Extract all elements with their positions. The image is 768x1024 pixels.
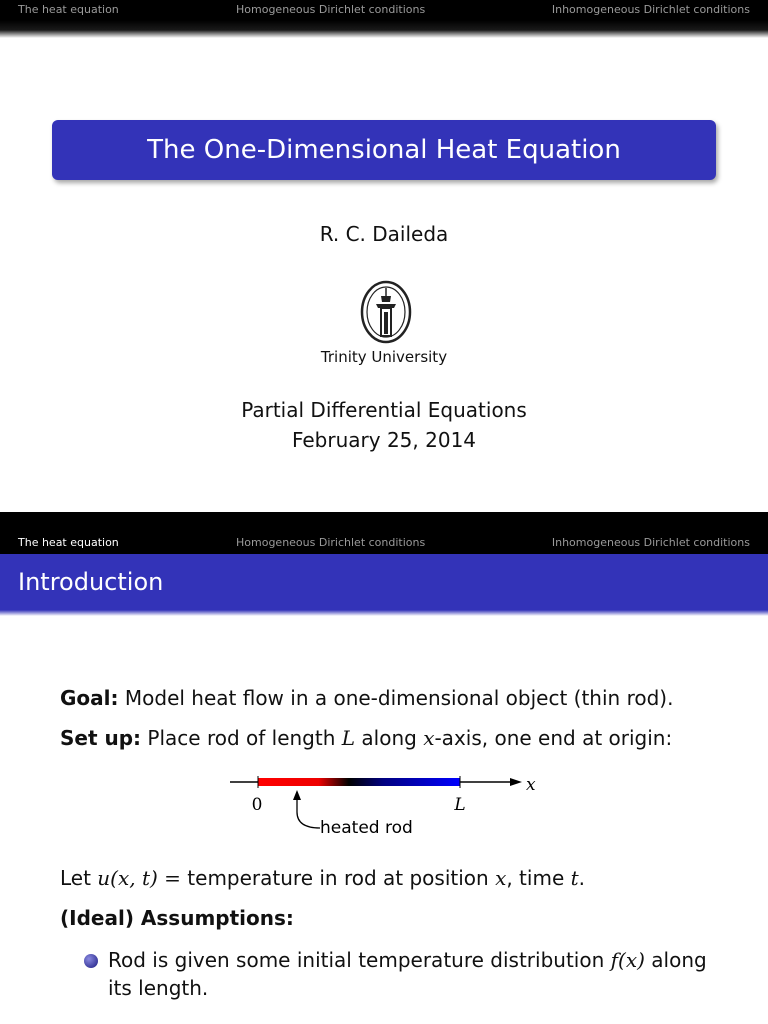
frame-title-bar: [0, 554, 768, 616]
setup-label: Set up:: [60, 726, 142, 750]
label-x-axis: x: [526, 775, 536, 795]
bullet-point-icon: [84, 954, 98, 968]
rod: [258, 778, 460, 786]
heated-rod-diagram: [220, 770, 550, 850]
nav-section-inhomogeneous[interactable]: Inhomogeneous Dirichlet conditions: [551, 536, 750, 549]
university-tower-logo: [359, 280, 413, 344]
presentation-title: The One-Dimensional Heat Equation: [52, 120, 716, 180]
setup-line: Set up: Place rod of length L along x-axis, one end at origin:: [60, 726, 673, 750]
course-name: Partial Differential Equations: [241, 398, 527, 422]
definition-line: Let u(x, t) = temperature in rod at position x, time t.: [60, 866, 586, 890]
institution-name: Trinity University: [320, 348, 448, 366]
goal-line: [60, 686, 673, 710]
goal-label: Goal:: [60, 686, 119, 710]
label-heated-rod: heated rod: [320, 818, 413, 838]
author-name: R. C. Daileda: [319, 222, 449, 246]
pointer-arrow: [297, 796, 320, 828]
nav-section-homogeneous[interactable]: Homogeneous Dirichlet conditions: [236, 3, 426, 16]
nav-section-heat-equation[interactable]: The heat equation: [18, 536, 119, 549]
goal-text: Model heat flow in a one-dimensional object (thin rod).: [124, 686, 674, 710]
nav-section-heat-equation[interactable]: The heat equation: [18, 3, 119, 16]
nav-section-homogeneous[interactable]: Homogeneous Dirichlet conditions: [236, 536, 426, 549]
nav-section-inhomogeneous[interactable]: Inhomogeneous Dirichlet conditions: [551, 3, 750, 16]
label-zero: 0: [251, 795, 263, 815]
frame-title: Introduction: [18, 568, 164, 596]
x-axis-arrowhead: [510, 778, 522, 786]
assumptions-heading: (Ideal) Assumptions:: [60, 906, 294, 930]
section-navigation-bar: [0, 512, 768, 554]
assumption-1-line-1: Rod is given some initial temperature distribution f(x) along: [108, 948, 707, 972]
assumption-1-line-2: its length.: [108, 976, 209, 1000]
introduction-slide: [0, 512, 768, 1024]
label-length: L: [454, 795, 466, 815]
presentation-date: February 25, 2014: [291, 428, 477, 452]
section-navigation-bar: [0, 0, 768, 38]
